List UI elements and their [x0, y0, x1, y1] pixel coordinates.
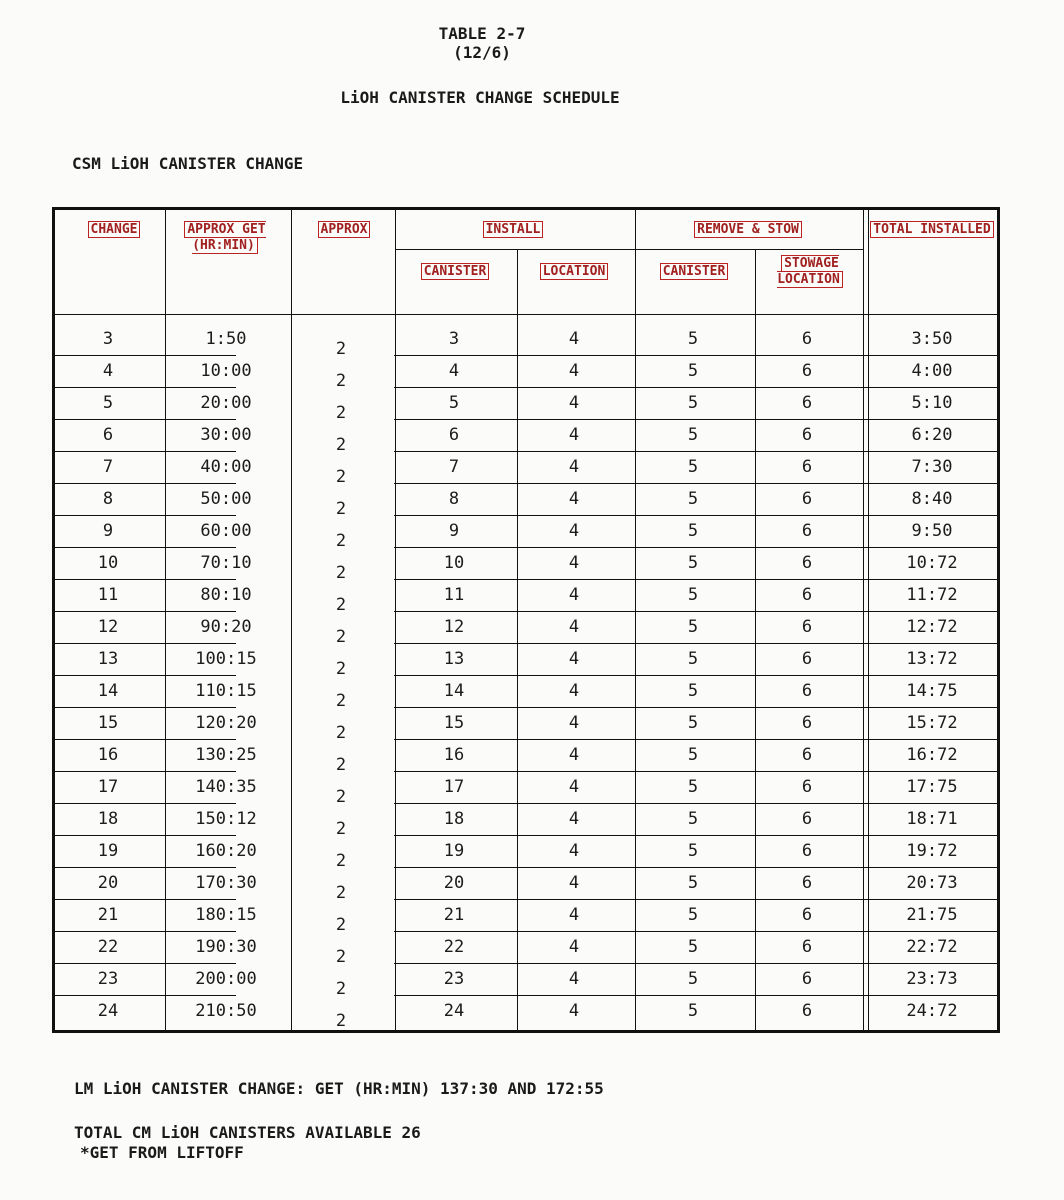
- cell-approx: 2: [335, 947, 347, 967]
- cell-change: 9: [102, 521, 114, 541]
- cell-remove-canister: 5: [687, 873, 699, 893]
- table-revision: (12/6): [453, 43, 511, 62]
- cell-change: 22: [97, 937, 119, 957]
- cell-stowage-location: 6: [801, 937, 813, 957]
- cell-total: 11:72: [906, 585, 958, 605]
- cell-approx: 2: [335, 1011, 347, 1031]
- cell-total: 10:72: [906, 553, 958, 573]
- cell-change: 21: [97, 905, 119, 925]
- header-install-location: LOCATION: [518, 264, 630, 280]
- header-remove-canister: CANISTER: [636, 264, 752, 280]
- cell-stowage-location: 6: [801, 873, 813, 893]
- cell-approx: 2: [335, 691, 347, 711]
- cell-stowage-location: 6: [801, 585, 813, 605]
- cell-install-canister: 9: [448, 521, 460, 541]
- header-divider: [55, 314, 997, 315]
- cell-install-canister: 15: [443, 713, 465, 733]
- cell-install-canister: 3: [448, 329, 460, 349]
- cell-remove-canister: 5: [687, 841, 699, 861]
- cell-approx: 2: [335, 339, 347, 359]
- table-title: LiOH CANISTER CHANGE SCHEDULE: [340, 88, 620, 107]
- cell-install-location: 4: [568, 873, 580, 893]
- cell-approx: 2: [335, 915, 347, 935]
- cell-stowage-location: 6: [801, 393, 813, 413]
- cell-change: 18: [97, 809, 119, 829]
- cell-install-location: 4: [568, 745, 580, 765]
- cell-remove-canister: 5: [687, 713, 699, 733]
- cell-stowage-location: 6: [801, 745, 813, 765]
- cell-stowage-location: 6: [801, 1001, 813, 1021]
- cell-remove-canister: 5: [687, 1001, 699, 1021]
- cell-install-location: 4: [568, 329, 580, 349]
- cell-remove-canister: 5: [687, 521, 699, 541]
- cell-install-location: 4: [568, 713, 580, 733]
- cell-approx: 2: [335, 499, 347, 519]
- cell-remove-canister: 5: [687, 681, 699, 701]
- cell-total: 5:10: [911, 393, 953, 413]
- cell-change: 8: [102, 489, 114, 509]
- cell-total: 13:72: [906, 649, 958, 669]
- cell-total: 7:30: [911, 457, 953, 477]
- cell-stowage-location: 6: [801, 521, 813, 541]
- cell-approx: 2: [335, 723, 347, 743]
- cell-remove-canister: 5: [687, 809, 699, 829]
- cell-change: 7: [102, 457, 114, 477]
- col-divider: [863, 210, 864, 1030]
- cell-stowage-location: 6: [801, 649, 813, 669]
- cell-stowage-location: 6: [801, 777, 813, 797]
- cell-install-canister: 20: [443, 873, 465, 893]
- cell-install-location: 4: [568, 905, 580, 925]
- cell-change: 17: [97, 777, 119, 797]
- cell-total: 4:00: [911, 361, 953, 381]
- cell-get: 30:00: [200, 425, 252, 445]
- table-number: TABLE 2-7: [438, 24, 526, 43]
- cell-install-canister: 6: [448, 425, 460, 445]
- cell-install-canister: 7: [448, 457, 460, 477]
- cell-change: 16: [97, 745, 119, 765]
- cell-remove-canister: 5: [687, 553, 699, 573]
- cell-total: 12:72: [906, 617, 958, 637]
- cell-total: 18:71: [906, 809, 958, 829]
- cell-stowage-location: 6: [801, 809, 813, 829]
- cell-remove-canister: 5: [687, 585, 699, 605]
- section-subtitle: CSM LiOH CANISTER CHANGE: [72, 154, 304, 173]
- cell-get: 20:00: [200, 393, 252, 413]
- cell-get: 100:15: [195, 649, 257, 669]
- cell-get: 190:30: [195, 937, 257, 957]
- cell-stowage-location: 6: [801, 489, 813, 509]
- cell-approx: 2: [335, 467, 347, 487]
- cell-total: 3:50: [911, 329, 953, 349]
- cell-install-location: 4: [568, 809, 580, 829]
- cell-remove-canister: 5: [687, 745, 699, 765]
- cell-change: 14: [97, 681, 119, 701]
- cell-install-canister: 13: [443, 649, 465, 669]
- cell-change: 23: [97, 969, 119, 989]
- cell-total: 20:73: [906, 873, 958, 893]
- cell-install-canister: 16: [443, 745, 465, 765]
- cell-change: 4: [102, 361, 114, 381]
- header-install-canister: CANISTER: [398, 264, 512, 280]
- cell-install-location: 4: [568, 617, 580, 637]
- cell-get: 130:25: [195, 745, 257, 765]
- cell-get: 160:20: [195, 841, 257, 861]
- cell-get: 200:00: [195, 969, 257, 989]
- cell-approx: 2: [335, 755, 347, 775]
- cell-install-location: 4: [568, 1001, 580, 1021]
- cell-install-canister: 22: [443, 937, 465, 957]
- cell-remove-canister: 5: [687, 425, 699, 445]
- cell-get: 40:00: [200, 457, 252, 477]
- cell-stowage-location: 6: [801, 969, 813, 989]
- cell-get: 70:10: [200, 553, 252, 573]
- cell-install-location: 4: [568, 937, 580, 957]
- cell-get: 50:00: [200, 489, 252, 509]
- cell-stowage-location: 6: [801, 361, 813, 381]
- cell-get: 80:10: [200, 585, 252, 605]
- cell-install-canister: 10: [443, 553, 465, 573]
- cell-install-location: 4: [568, 681, 580, 701]
- cell-change: 6: [102, 425, 114, 445]
- total-canisters-note: TOTAL CM LiOH CANISTERS AVAILABLE 26: [74, 1123, 421, 1142]
- cell-stowage-location: 6: [801, 457, 813, 477]
- header-approx: APPROX: [298, 222, 390, 238]
- cell-get: 60:00: [200, 521, 252, 541]
- cell-total: 15:72: [906, 713, 958, 733]
- cell-remove-canister: 5: [687, 393, 699, 413]
- header-stowage-location: STOWAGE LOCATION: [758, 256, 862, 288]
- cell-get: 10:00: [200, 361, 252, 381]
- cell-remove-canister: 5: [687, 777, 699, 797]
- cell-get: 180:15: [195, 905, 257, 925]
- cell-stowage-location: 6: [801, 553, 813, 573]
- cell-install-location: 4: [568, 521, 580, 541]
- cell-change: 10: [97, 553, 119, 573]
- cell-remove-canister: 5: [687, 937, 699, 957]
- cell-install-location: 4: [568, 649, 580, 669]
- cell-install-location: 4: [568, 425, 580, 445]
- cell-approx: 2: [335, 595, 347, 615]
- cell-approx: 2: [335, 819, 347, 839]
- cell-remove-canister: 5: [687, 329, 699, 349]
- cell-approx: 2: [335, 979, 347, 999]
- cell-total: 24:72: [906, 1001, 958, 1021]
- cell-approx: 2: [335, 659, 347, 679]
- cell-approx: 2: [335, 531, 347, 551]
- cell-change: 13: [97, 649, 119, 669]
- cell-remove-canister: 5: [687, 905, 699, 925]
- cell-change: 19: [97, 841, 119, 861]
- cell-change: 5: [102, 393, 114, 413]
- cell-install-location: 4: [568, 841, 580, 861]
- cell-get: 1:50: [205, 329, 247, 349]
- get-footnote: *GET FROM LIFTOFF: [80, 1143, 244, 1162]
- cell-remove-canister: 5: [687, 361, 699, 381]
- cell-install-location: 4: [568, 361, 580, 381]
- cell-get: 210:50: [195, 1001, 257, 1021]
- cell-get: 150:12: [195, 809, 257, 829]
- cell-approx: 2: [335, 883, 347, 903]
- cell-install-canister: 11: [443, 585, 465, 605]
- cell-stowage-location: 6: [801, 681, 813, 701]
- cell-remove-canister: 5: [687, 649, 699, 669]
- cell-install-canister: 24: [443, 1001, 465, 1021]
- header-install: INSTALL: [396, 222, 630, 238]
- cell-total: 9:50: [911, 521, 953, 541]
- cell-approx: 2: [335, 403, 347, 423]
- cell-install-canister: 12: [443, 617, 465, 637]
- header-remove-stow: REMOVE & STOW: [636, 222, 860, 238]
- cell-stowage-location: 6: [801, 841, 813, 861]
- cell-get: 110:15: [195, 681, 257, 701]
- cell-total: 19:72: [906, 841, 958, 861]
- cell-remove-canister: 5: [687, 617, 699, 637]
- cell-install-location: 4: [568, 393, 580, 413]
- cell-total: 17:75: [906, 777, 958, 797]
- header-get: APPROX GET (HR:MIN): [170, 222, 280, 254]
- cell-remove-canister: 5: [687, 457, 699, 477]
- header-total: TOTAL INSTALLED: [870, 222, 994, 238]
- cell-stowage-location: 6: [801, 713, 813, 733]
- cell-install-location: 4: [568, 777, 580, 797]
- cell-install-canister: 17: [443, 777, 465, 797]
- cell-install-location: 4: [568, 585, 580, 605]
- lm-change-note: LM LiOH CANISTER CHANGE: GET (HR:MIN) 137:30 AND 172:55: [74, 1079, 604, 1098]
- cell-total: 22:72: [906, 937, 958, 957]
- header-subdivider: [395, 249, 863, 250]
- cell-install-location: 4: [568, 489, 580, 509]
- cell-approx: 2: [335, 371, 347, 391]
- cell-install-location: 4: [568, 553, 580, 573]
- cell-install-location: 4: [568, 969, 580, 989]
- cell-remove-canister: 5: [687, 489, 699, 509]
- cell-total: 21:75: [906, 905, 958, 925]
- cell-approx: 2: [335, 435, 347, 455]
- cell-install-canister: 21: [443, 905, 465, 925]
- cell-total: 8:40: [911, 489, 953, 509]
- cell-approx: 2: [335, 563, 347, 583]
- cell-get: 90:20: [200, 617, 252, 637]
- cell-install-canister: 19: [443, 841, 465, 861]
- cell-stowage-location: 6: [801, 905, 813, 925]
- cell-install-canister: 18: [443, 809, 465, 829]
- cell-stowage-location: 6: [801, 425, 813, 445]
- cell-stowage-location: 6: [801, 329, 813, 349]
- cell-install-canister: 23: [443, 969, 465, 989]
- cell-stowage-location: 6: [801, 617, 813, 637]
- cell-install-canister: 8: [448, 489, 460, 509]
- cell-change: 15: [97, 713, 119, 733]
- cell-total: 23:73: [906, 969, 958, 989]
- cell-change: 24: [97, 1001, 119, 1021]
- cell-install-canister: 14: [443, 681, 465, 701]
- cell-change: 12: [97, 617, 119, 637]
- cell-get: 120:20: [195, 713, 257, 733]
- cell-change: 20: [97, 873, 119, 893]
- cell-get: 140:35: [195, 777, 257, 797]
- cell-approx: 2: [335, 787, 347, 807]
- header-change: CHANGE: [66, 222, 162, 238]
- cell-approx: 2: [335, 627, 347, 647]
- cell-change: 11: [97, 585, 119, 605]
- cell-remove-canister: 5: [687, 969, 699, 989]
- cell-install-location: 4: [568, 457, 580, 477]
- cell-get: 170:30: [195, 873, 257, 893]
- cell-change: 3: [102, 329, 114, 349]
- cell-install-canister: 4: [448, 361, 460, 381]
- cell-install-canister: 5: [448, 393, 460, 413]
- cell-total: 6:20: [911, 425, 953, 445]
- cell-approx: 2: [335, 851, 347, 871]
- cell-total: 14:75: [906, 681, 958, 701]
- cell-total: 16:72: [906, 745, 958, 765]
